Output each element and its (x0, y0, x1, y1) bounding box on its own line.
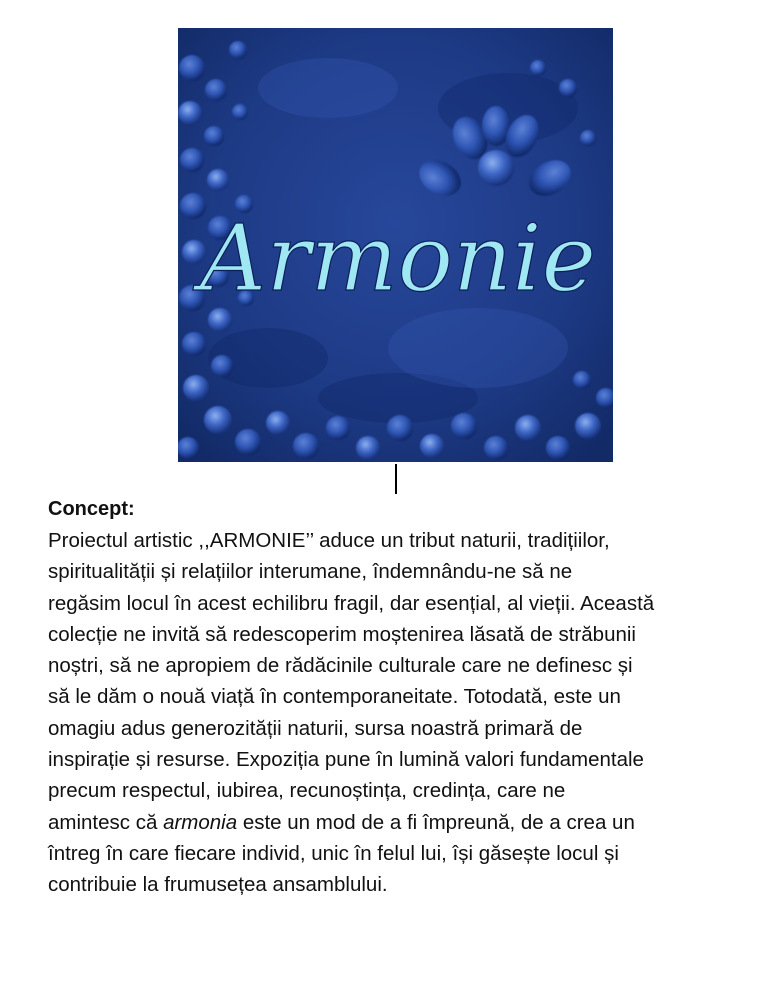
paragraph-line: precum respectul, iubirea, recunoștința, credința, care ne (48, 779, 566, 803)
cover-title: Armonie (199, 205, 597, 312)
concept-section (48, 494, 748, 901)
paragraph-line: să le dăm o nouă viață în contemporaneitate. Totodată, este un (48, 685, 621, 709)
emphasized-word: armonia (163, 810, 238, 834)
paragraph-line: inspirație și resurse. Expoziția pune în lumină valori fundamentale (48, 748, 644, 772)
line-text: este un mod de a fi împreună, de a crea un (237, 810, 635, 834)
cover-image (178, 28, 613, 462)
paragraph-line (48, 807, 748, 838)
concept-paragraph (48, 525, 748, 901)
text-cursor (395, 464, 397, 494)
felt-texture-illustration (178, 28, 613, 462)
concept-heading: Concept: (48, 498, 135, 520)
paragraph-line: omagiu adus generozității naturii, sursa noastră primară de (48, 716, 583, 740)
paragraph-line: Proiectul artistic ,,ARMONIE’’ aduce un tribut naturii, tradițiilor, (48, 529, 610, 552)
paragraph-line: regăsim locul în acest echilibru fragil, dar esențial, al vieții. Această (48, 591, 655, 615)
paragraph-line: contribuie la frumusețea ansamblului. (48, 873, 388, 897)
paragraph-line: întreg în care fiecare individ, unic în felul lui, își găsește locul și (48, 841, 619, 865)
paragraph-line: noștri, să ne apropiem de rădăcinile culturale care ne definesc și (48, 654, 633, 678)
paragraph-line: spiritualității și relațiilor interumane, îndemnându-ne să ne (48, 560, 573, 584)
line-text: amintesc că (48, 810, 164, 834)
paragraph-line: colecție ne invită să redescoperim moștenirea lăsată de străbunii (48, 622, 636, 646)
